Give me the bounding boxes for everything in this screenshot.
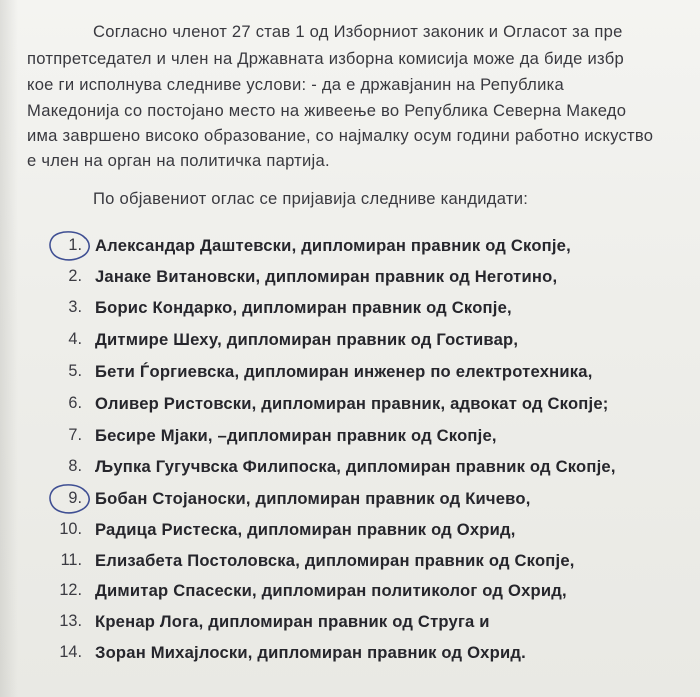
- candidate-number: 9.: [68, 489, 82, 507]
- candidate-item: [0, 581, 700, 611]
- candidate-item: [0, 489, 700, 519]
- candidate-number: 7.: [68, 426, 82, 444]
- paragraph-line: потпретседател и член на Државната изборна комисија може да биде избр: [27, 49, 624, 68]
- candidate-number: 14.: [59, 643, 82, 661]
- candidate-item: [0, 362, 700, 392]
- candidate-text: Александар Даштевски, дипломиран правник од Скопје,: [95, 236, 571, 255]
- candidate-text: Борис Кондарко, дипломиран правник од Скопје,: [95, 298, 512, 317]
- candidate-item: [0, 330, 700, 360]
- intro-paragraph: [0, 0, 700, 170]
- candidate-number: 5.: [68, 362, 82, 380]
- candidate-text: Зоран Михајлоски, дипломиран правник од Охрид.: [95, 643, 526, 662]
- paragraph-line: е член на орган на политичка партија.: [27, 151, 330, 170]
- candidate-item: [0, 298, 700, 328]
- candidate-number: 4.: [68, 330, 82, 348]
- candidate-number: 8.: [68, 457, 82, 475]
- candidate-number: 10.: [59, 520, 82, 538]
- paragraph-line: Согласно членот 27 став 1 од Изборниот законик и Огласот за пре: [93, 22, 623, 41]
- candidate-text: Љупка Гугучвска Филипоска, дипломиран правник од Скопје,: [95, 457, 616, 476]
- candidate-text: Бесире Мјаки, –дипломиран правник од Скопје,: [95, 426, 497, 445]
- candidate-number: 12.: [59, 581, 82, 599]
- candidate-text: Бети Ѓоргиевска, дипломиран инженер по електротехника,: [95, 362, 593, 381]
- candidate-item: [0, 267, 700, 297]
- candidate-text: Радица Ристеска, дипломиран правник од Охрид,: [95, 520, 516, 539]
- candidate-item: [0, 520, 700, 550]
- candidate-text: Елизабета Постоловска, дипломиран правник од Скопје,: [95, 551, 575, 570]
- candidate-text: Кренар Лога, дипломиран правник од Струга и: [95, 612, 490, 631]
- candidate-number: 11.: [60, 551, 82, 569]
- candidate-text: Димитар Спасески, дипломиран политиколог од Охрид,: [95, 581, 567, 600]
- candidate-number: 3.: [68, 298, 82, 316]
- candidate-item: [0, 236, 700, 266]
- candidate-item: [0, 426, 700, 456]
- candidate-item: [0, 457, 700, 487]
- candidate-number: 13.: [59, 612, 82, 630]
- candidate-text: Јанаке Витановски, дипломиран правник од Неготино,: [95, 267, 558, 286]
- candidate-number: 2.: [68, 267, 82, 285]
- candidate-item: [0, 643, 700, 673]
- candidates-intro: По објавениот оглас се пријавија следниве кандидати:: [93, 189, 529, 208]
- candidate-number: 6.: [68, 394, 82, 412]
- paragraph-line: кое ги исполнува следниве услови: - да е државјанин на Република: [27, 75, 564, 94]
- candidate-text: Бобан Стојаноски, дипломиран правник од Кичево,: [95, 489, 531, 508]
- paragraph-line: има завршено високо образование, со најмалку осум години работно искуство: [27, 126, 654, 145]
- paragraph-line: Македонија со постојано место на живеење во Република Северна Македо: [27, 101, 627, 120]
- candidate-item: [0, 551, 700, 581]
- candidate-number: 1.: [68, 236, 82, 254]
- candidate-item: [0, 612, 700, 642]
- candidate-text: Дитмире Шеху, дипломиран правник од Гостивар,: [95, 330, 519, 349]
- candidate-item: [0, 394, 700, 424]
- candidate-text: Оливер Ристовски, дипломиран правник, адвокат од Скопје;: [95, 394, 609, 413]
